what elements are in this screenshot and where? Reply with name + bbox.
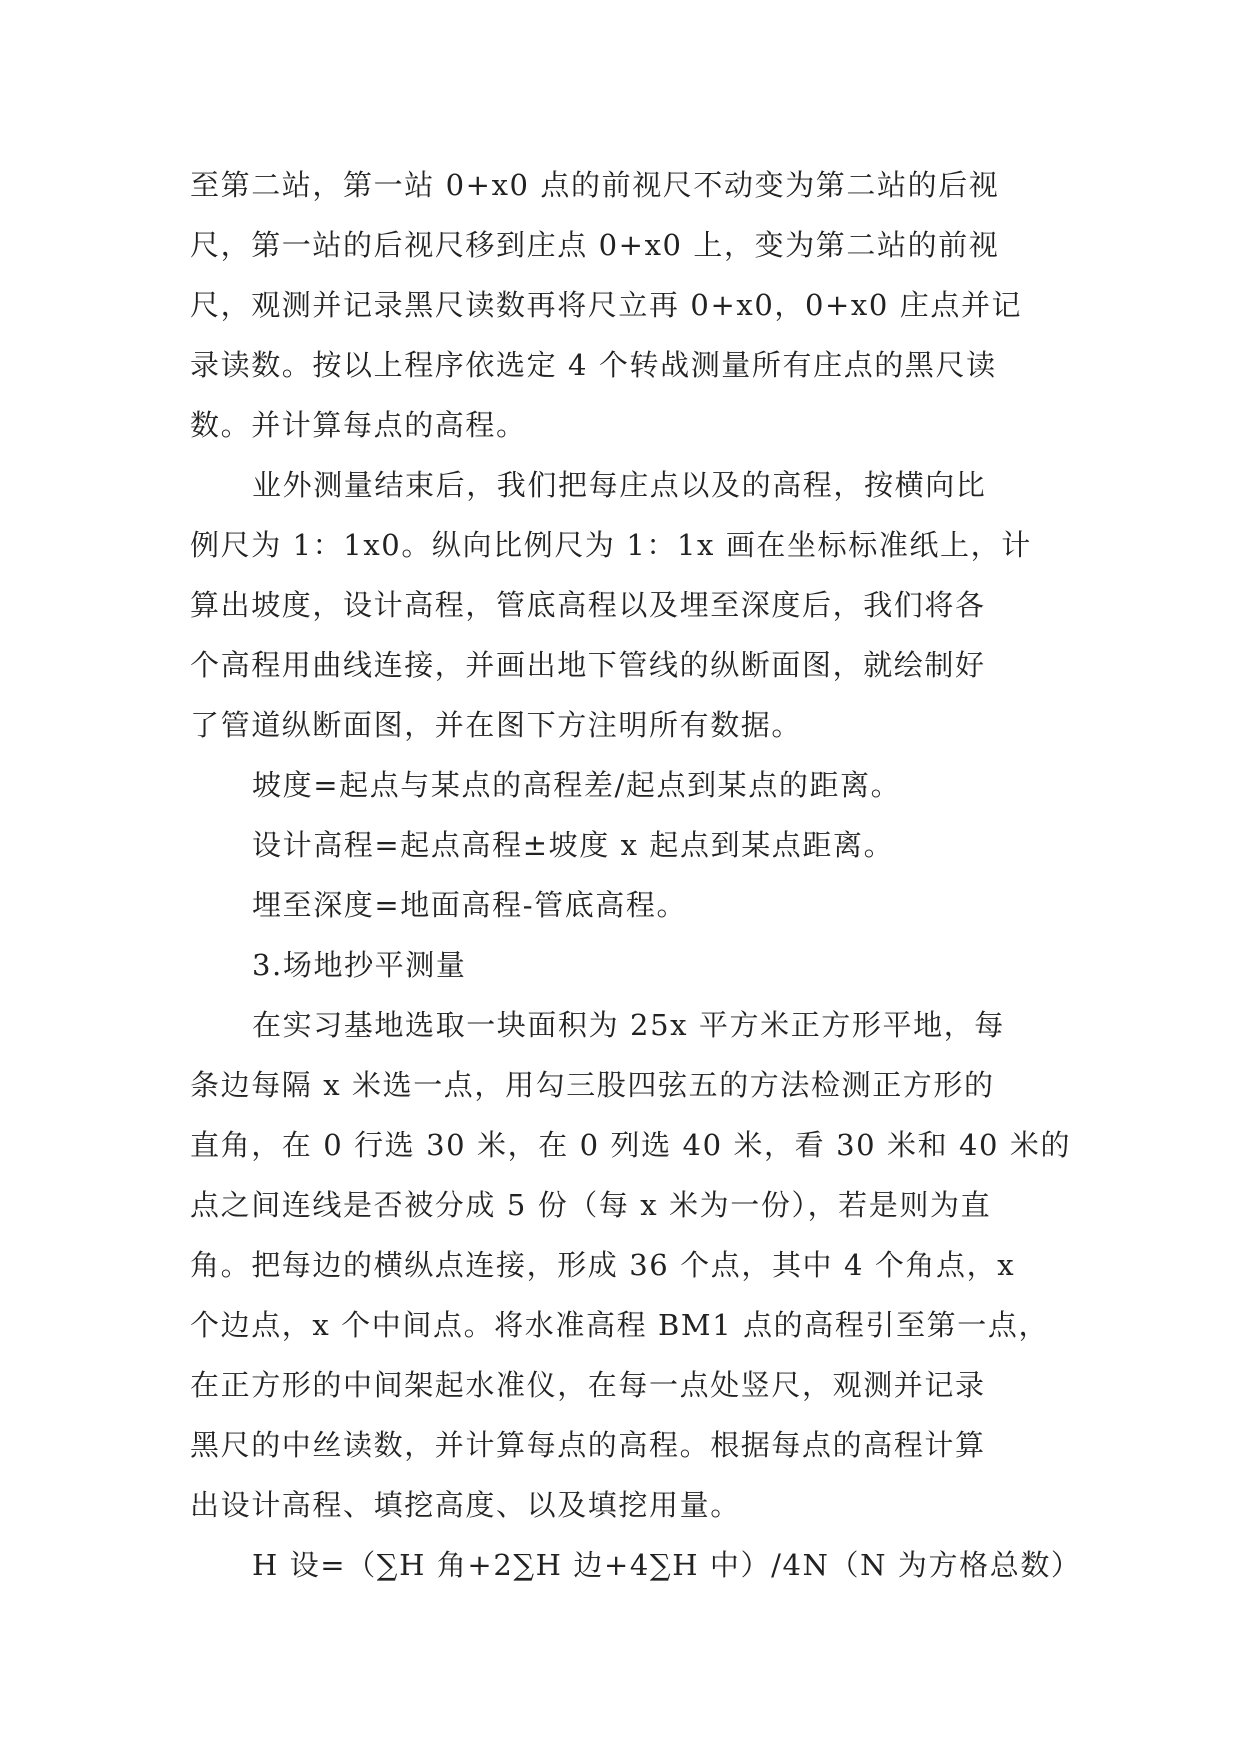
text-line-17: 直角，在 0 行选 30 米，在 0 列选 40 米，看 30 米和 40 米的 xyxy=(190,1128,1072,1162)
text-line-5: 数。并计算每点的高程。 xyxy=(190,408,527,442)
paragraph-start-line-15: 在实习基地选取一块面积为 25x 平方米正方形平地，每 xyxy=(252,1008,1005,1042)
section-heading: 3.场地抄平测量 xyxy=(252,948,467,982)
text-line-9: 个高程用曲线连接，并画出地下管线的纵断面图，就绘制好 xyxy=(190,648,986,682)
formula-h-design: H 设=（∑H 角+2∑H 边+4∑H 中）/4N（N 为方格总数） xyxy=(252,1548,1082,1582)
text-line-22: 黑尺的中丝读数，并计算每点的高程。根据每点的高程计算 xyxy=(190,1428,986,1462)
text-line-10: 了管道纵断面图，并在图下方注明所有数据。 xyxy=(190,708,803,742)
text-line-1: 至第二站，第一站 0+x0 点的前视尺不动变为第二站的后视 xyxy=(190,168,1000,202)
paragraph-start-line-6: 业外测量结束后，我们把每庄点以及的高程，按横向比 xyxy=(252,468,987,502)
text-line-19: 角。把每边的横纵点连接，形成 36 个点，其中 4 个角点，x xyxy=(190,1248,1016,1282)
formula-design-elevation: 设计高程=起点高程±坡度 x 起点到某点距离。 xyxy=(252,828,895,862)
text-line-8: 算出坡度，设计高程，管底高程以及埋至深度后，我们将各 xyxy=(190,588,986,622)
text-line-4: 录读数。按以上程序依选定 4 个转战测量所有庄点的黑尺读 xyxy=(190,348,997,382)
formula-slope: 坡度=起点与某点的高程差/起点到某点的距离。 xyxy=(252,768,902,802)
body-text xyxy=(190,155,1082,1595)
text-line-20: 个边点，x 个中间点。将水准高程 BM1 点的高程引至第一点， xyxy=(190,1308,1050,1342)
text-line-2: 尺，第一站的后视尺移到庄点 0+x0 上，变为第二站的前视 xyxy=(190,228,1000,262)
text-line-16: 条边每隔 x 米选一点，用勾三股四弦五的方法检测正方形的 xyxy=(190,1068,995,1102)
text-line-21: 在正方形的中间架起水准仪，在每一点处竖尺，观测并记录 xyxy=(190,1368,986,1402)
formula-burial-depth: 埋至深度=地面高程-管底高程。 xyxy=(252,888,688,922)
text-line-7: 例尺为 1：1x0。纵向比例尺为 1：1x 画在坐标标准纸上，计 xyxy=(190,528,1032,562)
text-line-3: 尺，观测并记录黑尺读数再将尺立再 0+x0，0+x0 庄点并记 xyxy=(190,288,1023,322)
text-line-23: 出设计高程、填挖高度、以及填挖用量。 xyxy=(190,1488,741,1522)
text-line-18: 点之间连线是否被分成 5 份（每 x 米为一份），若是则为直 xyxy=(190,1188,992,1222)
